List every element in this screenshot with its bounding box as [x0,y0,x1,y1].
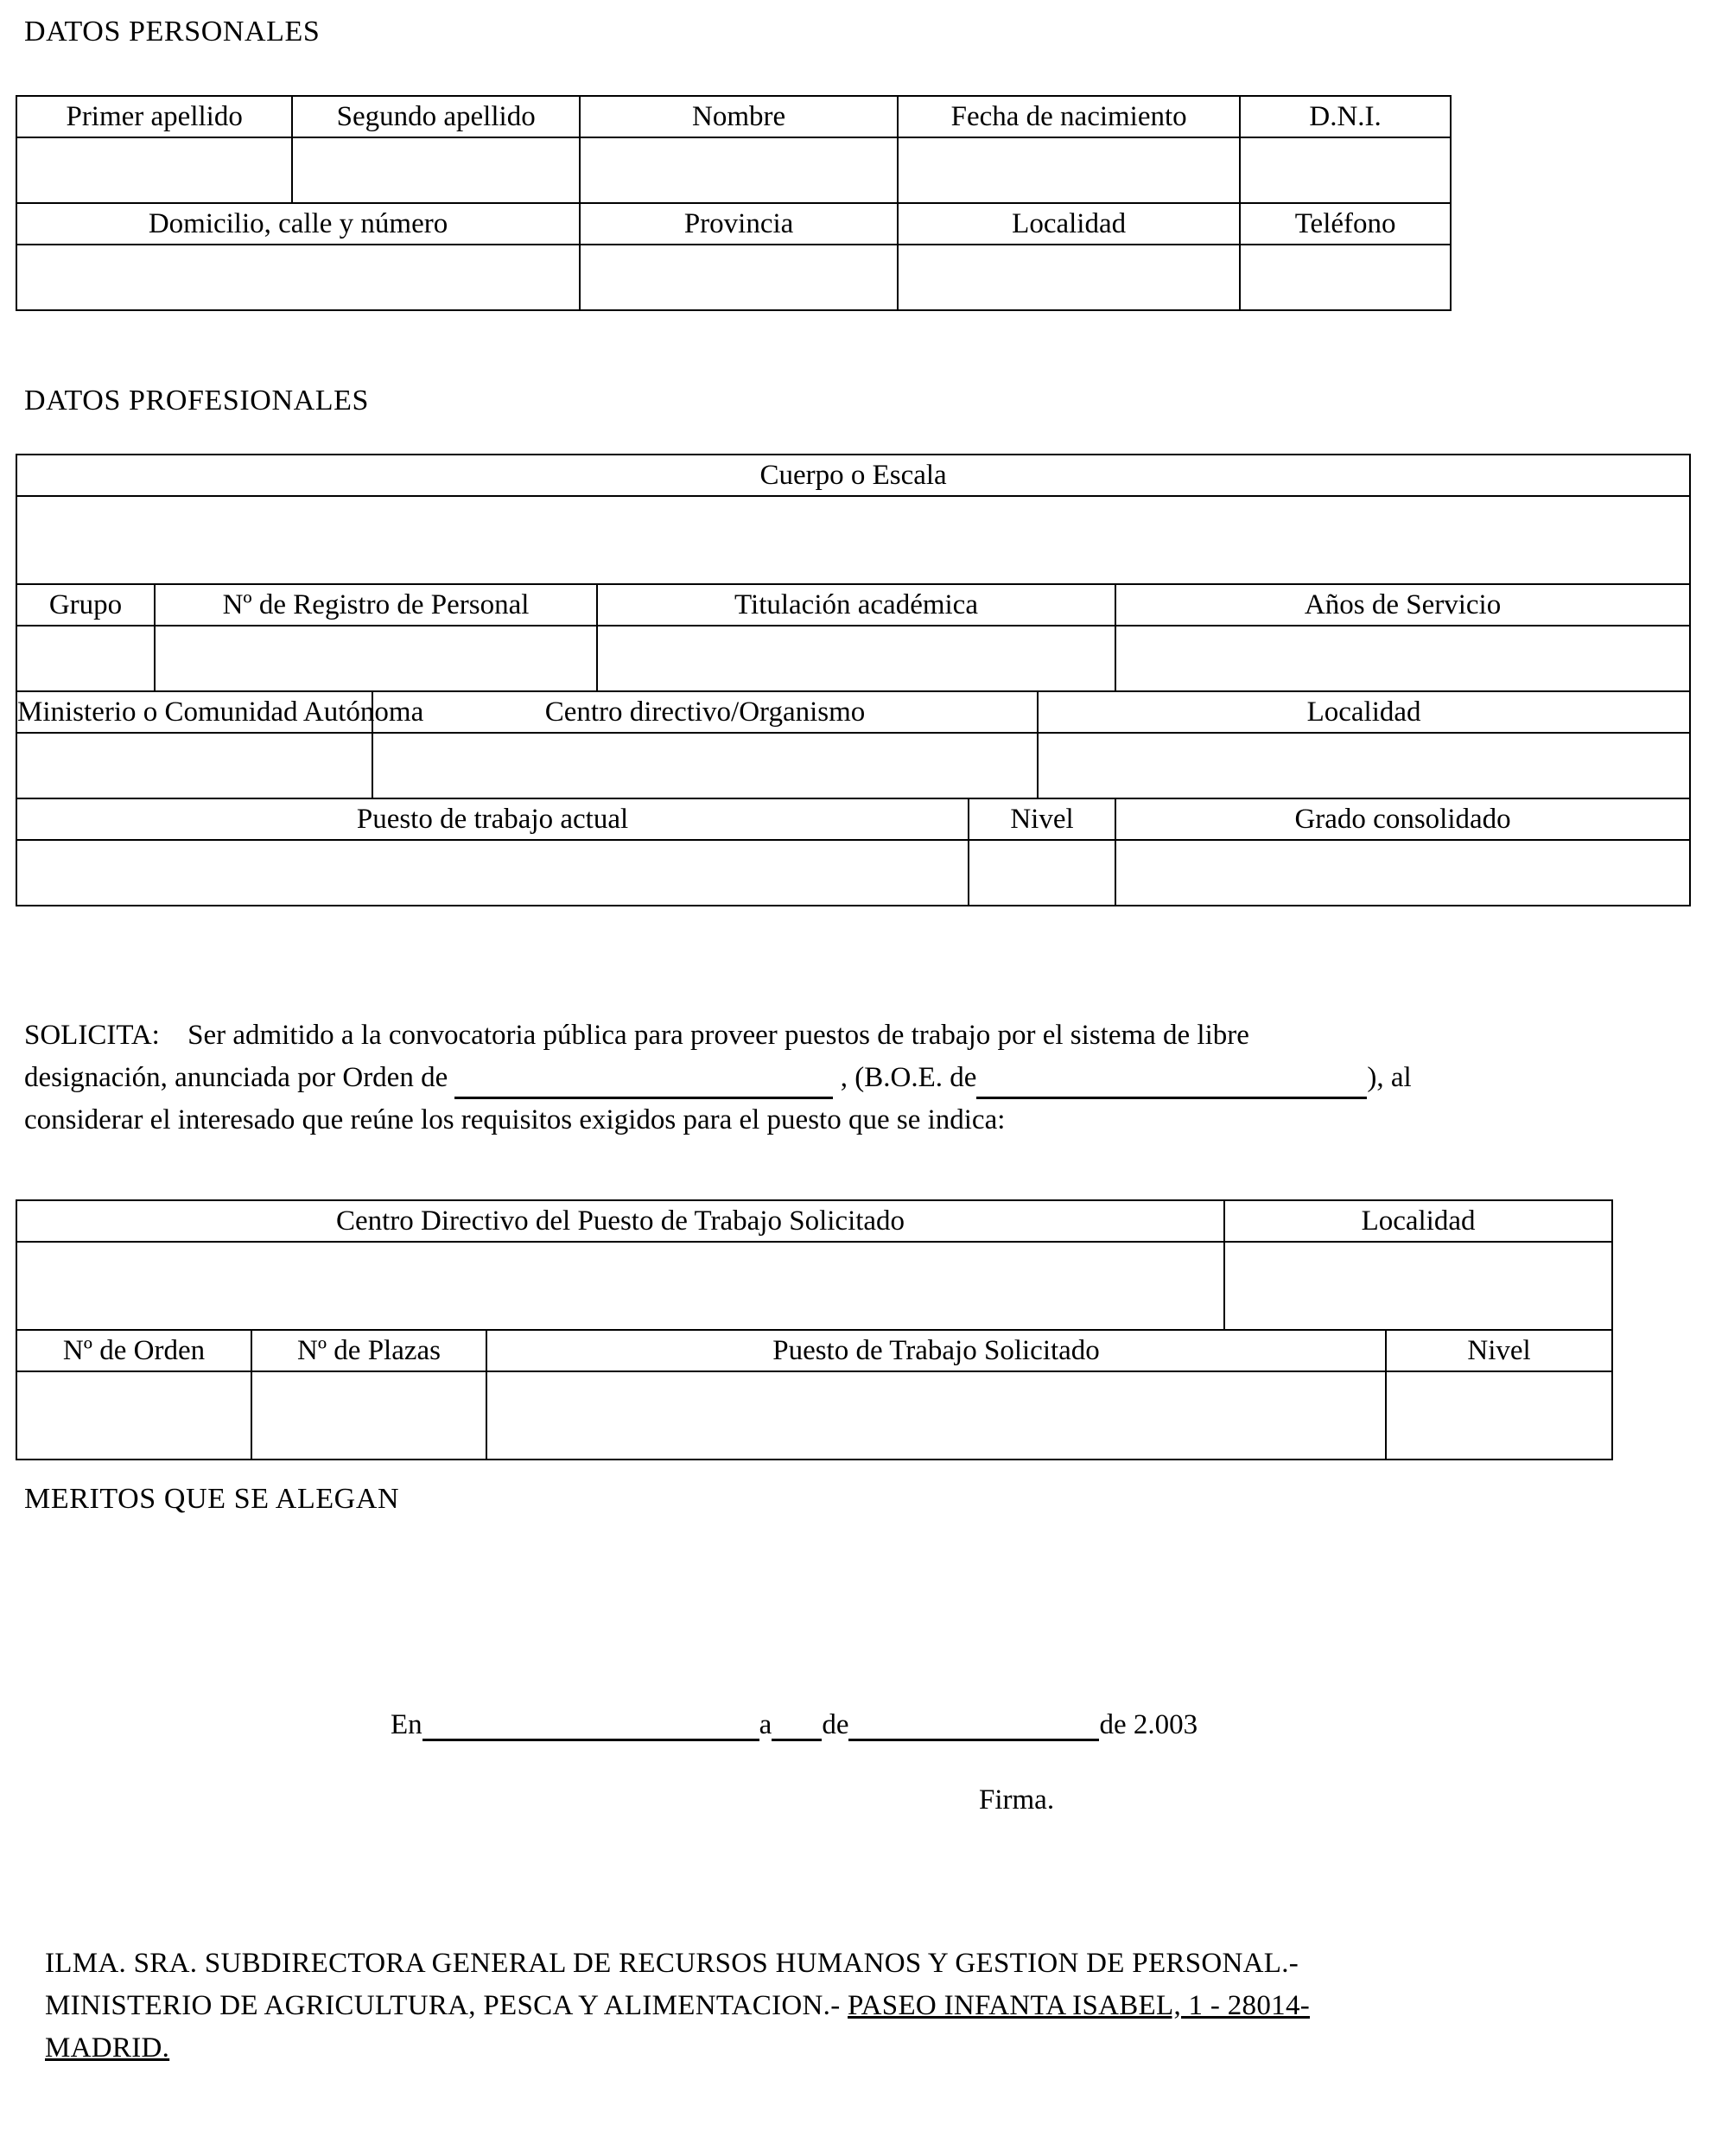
table-row [16,1330,1612,1371]
addressee-line2-address: PASEO INFANTA ISABEL, 1 - 28014- [848,1990,1311,2021]
field-fecha-nacimiento[interactable] [898,137,1240,203]
table-row [16,840,1690,906]
addressee-line-1: ILMA. SRA. SUBDIRECTORA GENERAL DE RECURSOS HUMANOS Y GESTION DE PERSONAL.- [45,1948,1299,1979]
header-primer-apellido: Primer apellido [16,96,292,137]
professional-data-table [16,454,1691,906]
header-numero-plazas: Nº de Plazas [251,1330,486,1371]
firma-label: Firma. [979,1784,1055,1816]
solicita-line2-part3: ), al [1367,1062,1412,1093]
header-anos-servicio: Años de Servicio [1115,584,1690,626]
addressee-line-2 [45,1985,1712,2027]
datos-personales-heading: DATOS PERSONALES [24,16,321,48]
field-nombre[interactable] [580,137,898,203]
header-ministerio-comunidad: Ministerio o Comunidad Autónoma [16,691,372,733]
field-nrp[interactable] [155,626,597,691]
header-telefono: Teléfono [1240,203,1451,245]
header-dni: D.N.I. [1240,96,1451,137]
field-numero-plazas[interactable] [251,1371,486,1460]
day-blank-field[interactable] [772,1713,822,1741]
header-centro-directivo-solicitado: Centro Directivo del Puesto de Trabajo Solicitado [16,1200,1224,1242]
datos-profesionales-heading: DATOS PROFESIONALES [24,385,370,417]
solicita-line1-text: Ser admitido a la convocatoria pública para proveer puestos de trabajo por el sistema de libre [187,1020,1249,1051]
header-localidad-solicitada: Localidad [1224,1200,1612,1242]
meritos-free-text-area[interactable] [24,1534,1666,1681]
field-segundo-apellido[interactable] [292,137,580,203]
field-anos-servicio[interactable] [1115,626,1690,691]
place-blank-field[interactable] [422,1713,759,1741]
header-domicilio: Domicilio, calle y número [16,203,580,245]
field-grado-consolidado[interactable] [1115,840,1690,906]
table-row [16,584,1690,626]
header-localidad: Localidad [898,203,1240,245]
table-row [16,455,1690,496]
table-row [16,496,1690,584]
year-label: de 2.003 [1099,1709,1198,1740]
field-domicilio[interactable] [16,245,580,310]
header-localidad-prof: Localidad [1038,691,1690,733]
table-row [16,691,1690,733]
table-row [16,203,1451,245]
solicita-line2-part2: , (B.O.E. de [840,1062,977,1093]
header-grado-consolidado: Grado consolidado [1115,798,1690,840]
solicita-line-1 [24,1014,1696,1057]
field-centro-directivo[interactable] [372,733,1038,798]
solicita-line-2 [24,1057,1696,1099]
addressee-line2-plain: MINISTERIO DE AGRICULTURA, PESCA Y ALIMENTACION.- [45,1990,848,2021]
field-puesto-trabajo-actual[interactable] [16,840,969,906]
header-puesto-trabajo-actual: Puesto de trabajo actual [16,798,969,840]
solicita-line2-part1: designación, anunciada por Orden de [24,1062,448,1093]
field-grupo[interactable] [16,626,155,691]
boe-blank-field[interactable] [976,1071,1367,1099]
header-segundo-apellido: Segundo apellido [292,96,580,137]
meritos-heading: MERITOS QUE SE ALEGAN [24,1483,400,1515]
solicita-line-3: considerar el interesado que reúne los requisitos exigidos para el puesto que se indica: [24,1104,1006,1135]
field-primer-apellido[interactable] [16,137,292,203]
field-ministerio-comunidad[interactable] [16,733,372,798]
puesto-solicitado-table [16,1199,1613,1460]
header-cuerpo-escala: Cuerpo o Escala [16,455,1690,496]
a-label: a [759,1709,772,1740]
field-centro-directivo-solicitado[interactable] [16,1242,1224,1330]
header-nivel-solicitado: Nivel [1386,1330,1612,1371]
field-provincia[interactable] [580,245,898,310]
addressee-line-3: MADRID. [45,2032,170,2064]
table-row [16,626,1690,691]
table-row [16,1242,1612,1330]
table-row [16,1371,1612,1460]
header-grupo: Grupo [16,584,155,626]
field-localidad[interactable] [898,245,1240,310]
en-label: En [391,1709,422,1740]
table-row [16,137,1451,203]
date-line [391,1709,1198,1741]
de-label: de [822,1709,849,1740]
solicita-label: SOLICITA: [24,1020,160,1051]
header-nombre: Nombre [580,96,898,137]
header-fecha-nacimiento: Fecha de nacimiento [898,96,1240,137]
field-titulacion-academica[interactable] [597,626,1115,691]
header-provincia: Provincia [580,203,898,245]
field-nivel-actual[interactable] [969,840,1115,906]
table-row [16,245,1451,310]
header-numero-orden: Nº de Orden [16,1330,251,1371]
field-dni[interactable] [1240,137,1451,203]
field-localidad-solicitada[interactable] [1224,1242,1612,1330]
header-nivel-actual: Nivel [969,798,1115,840]
table-row [16,733,1690,798]
header-nrp: Nº de Registro de Personal [155,584,597,626]
field-localidad-prof[interactable] [1038,733,1690,798]
personal-data-table [16,95,1452,311]
addressee-block [45,1943,1712,2070]
field-cuerpo-escala[interactable] [16,496,1690,584]
table-row [16,1200,1612,1242]
field-nivel-solicitado[interactable] [1386,1371,1612,1460]
header-centro-directivo: Centro directivo/Organismo [372,691,1038,733]
table-row [16,798,1690,840]
table-row [16,96,1451,137]
header-titulacion-academica: Titulación académica [597,584,1115,626]
signature-area[interactable] [778,1823,1296,1918]
field-numero-orden[interactable] [16,1371,251,1460]
orden-blank-field[interactable] [454,1071,833,1099]
field-telefono[interactable] [1240,245,1451,310]
header-puesto-trabajo-solicitado: Puesto de Trabajo Solicitado [486,1330,1386,1371]
solicita-paragraph [24,1014,1696,1142]
month-blank-field[interactable] [848,1713,1099,1741]
field-puesto-trabajo-solicitado[interactable] [486,1371,1386,1460]
